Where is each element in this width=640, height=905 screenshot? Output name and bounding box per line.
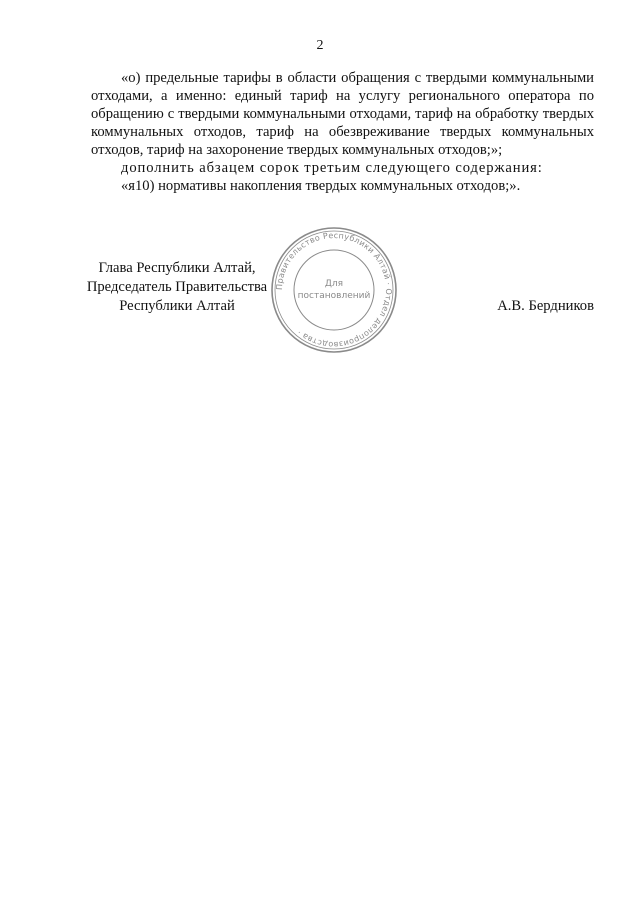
signatory-title-line2: Председатель Правительства (86, 279, 268, 295)
signatory-name: А.В. Бердников (497, 298, 594, 314)
seal-center-line1: Для (324, 279, 344, 289)
seal-inner-ring (294, 250, 374, 330)
paragraph-tariffs: «о) предельные тарифы в области обращения с твердыми коммунальными отходами, а именно: единый тариф на услугу регионального оператора по обращению с твердыми коммунальными отходами, тариф на обработку твердых коммунальных отходов, тариф на обезвреживание твердых коммунальных отходов, тариф на захоронение твердых коммунальных отходов;»; (91, 70, 594, 158)
signatory-title-line1: Глава Республики Алтай, (98, 260, 256, 276)
page-number: 2 (316, 38, 324, 53)
signatory-title (82, 259, 272, 316)
signatory-title-line3: Республики Алтай (119, 298, 235, 314)
paragraph-norms: «я10) нормативы накопления твердых коммунальных отходов;». (121, 178, 521, 194)
paragraph-amendment-intro: дополнить абзацем сорок третьим следующего содержания: (121, 160, 543, 176)
seal-outer-ring (272, 228, 396, 352)
official-seal (270, 226, 398, 354)
seal-ring-text: Правительство Республики Алтай · Отдел делопроизводства · (274, 230, 394, 350)
seal-center-line2: постановлений (297, 291, 371, 301)
document-body (91, 69, 594, 195)
